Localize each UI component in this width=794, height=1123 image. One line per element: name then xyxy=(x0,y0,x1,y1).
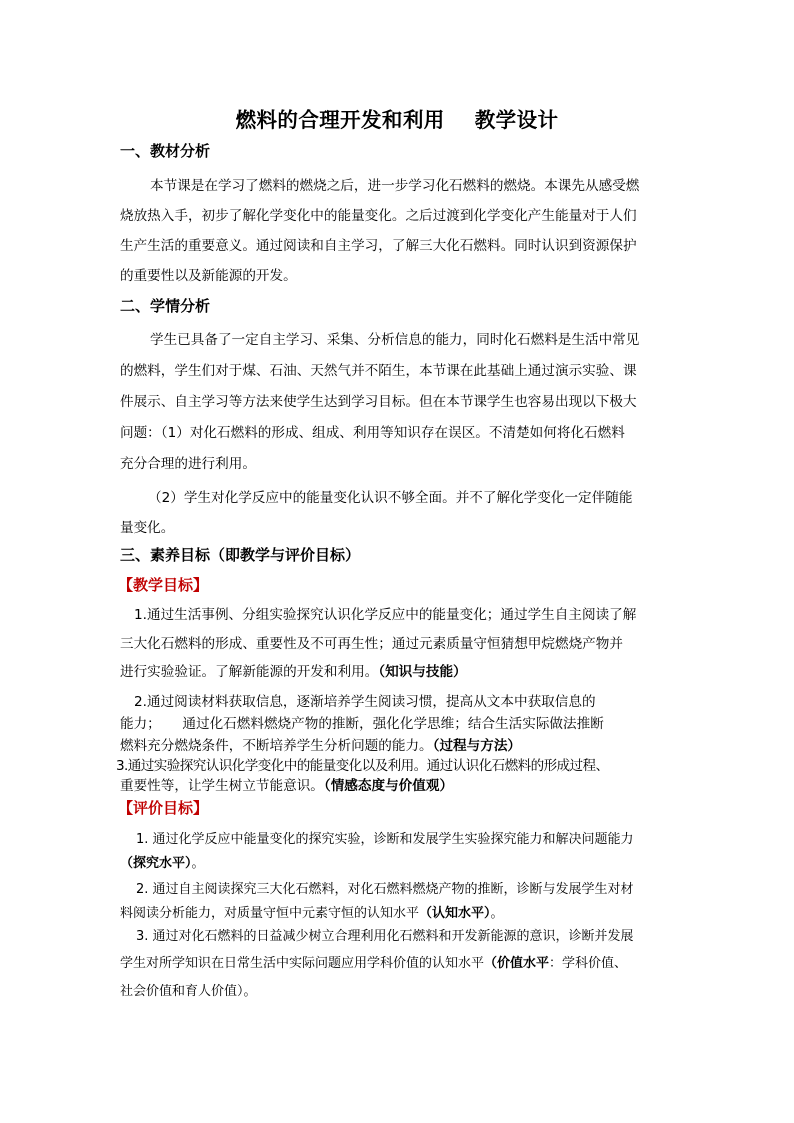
eval-tag-cognition: （认知水平） xyxy=(419,906,491,921)
eval-line xyxy=(120,854,205,874)
goal-line: 三大化石燃料的形成、重要性及不可再生性；通过元素质量守恒猜想甲烷燃烧产物并 xyxy=(120,636,623,652)
goal-line xyxy=(120,662,467,682)
eval-line: 2. 通过自主阅读探究三大化石燃料，对化石燃料燃烧产物的推断，诊断与发展学生对材 xyxy=(136,882,634,897)
paragraph-line: 的重要性以及新能源的开发。 xyxy=(120,268,297,284)
section-heading-textbook-analysis: 一、教材分析 xyxy=(120,142,211,160)
page-title: 燃料的合理开发和利用 教学设计 xyxy=(235,108,559,132)
teaching-goals-label: 【教学目标】 xyxy=(118,576,209,594)
evaluation-goals-label: 【评价目标】 xyxy=(118,799,209,817)
paragraph-line: 量变化。 xyxy=(120,520,175,536)
section-heading-student-analysis: 二、学情分析 xyxy=(120,297,211,315)
goal-line: 1.通过生活事例、分组实验探究认识化学反应中的能量变化；通过学生自主阅读了解 xyxy=(134,607,637,623)
goal-line: 能力； 通过化石燃料燃烧产物的推断，强化化学思维；结合生活实际做法推断 xyxy=(120,716,604,732)
paragraph-line: 学生已具备了一定自主学习、采集、分析信息的能力，同时化石燃料是生活中常见 xyxy=(150,332,640,348)
eval-line: 1. 通过化学反应中能量变化的探究实验，诊断和发展学生实验探究能力和解决问题能力 xyxy=(136,832,634,847)
goal-line xyxy=(120,736,521,756)
eval-text: 。 xyxy=(490,906,504,921)
eval-line xyxy=(120,904,504,924)
goal-line xyxy=(120,776,453,796)
paragraph-line: 生产生活的重要意义。通过阅读和自主学习，了解三大化石燃料。同时认识到资源保护 xyxy=(120,238,637,254)
eval-line: 社会价值和育人价值）。 xyxy=(120,984,257,999)
goal-tag-process: （过程与方法） xyxy=(432,738,522,754)
eval-tag-value: （价值水平 xyxy=(484,956,550,971)
paragraph-line: 件展示、自主学习等方法来使学生达到学习目标。但在本节课学生也容易出现以下极大 xyxy=(120,394,637,410)
goal-line: 2.通过阅读材料获取信息，逐渐培养学生阅读习惯，提高从文本中获取信息的 xyxy=(134,694,596,710)
paragraph-line: 问题：（1）对化石燃料的形成、组成、利用等知识存在误区。不清楚如何将化石燃料 xyxy=(120,425,625,441)
eval-text: ：学科价值、 xyxy=(549,956,628,971)
eval-line: 3. 通过对化石燃料的日益减少树立合理利用化石燃料和开发新能源的意识，诊断并发展 xyxy=(136,929,634,944)
goal-text: 进行实验验证。了解新能源的开发和利用。 xyxy=(120,664,379,680)
eval-line xyxy=(120,954,627,974)
paragraph-line: （2）学生对化学反应中的能量变化认识不够全面。并不了解化学变化一定伴随能 xyxy=(148,490,633,506)
paragraph-line: 烧放热入手，初步了解化学变化中的能量变化。之后过渡到化学变化产生能量对于人们 xyxy=(120,208,637,224)
paragraph-line: 充分合理的进行利用。 xyxy=(120,456,256,472)
section-heading-goals: 三、素养目标（即教学与评价目标） xyxy=(120,546,361,564)
eval-text: 料阅读分析能力，对质量守恒中元素守恒的认知水平 xyxy=(120,906,420,921)
goal-text: 重要性等，让学生树立节能意识。 xyxy=(120,778,324,794)
goal-tag-knowledge: （知识与技能） xyxy=(378,664,467,680)
paragraph-line: 的燃料，学生们对于煤、石油、天然气并不陌生，本节课在此基础上通过演示实验、课 xyxy=(120,363,637,379)
paragraph-line: 本节课是在学习了燃料的燃烧之后，进一步学习化石燃料的燃烧。本课先从感受燃 xyxy=(150,178,640,194)
eval-text: 。 xyxy=(191,856,205,871)
eval-tag-inquiry: （探究水平） xyxy=(120,856,192,871)
goal-text: 燃料充分燃烧条件，不断培养学生分析问题的能力。 xyxy=(120,738,433,754)
goal-tag-values: （情感态度与价值观） xyxy=(323,778,454,794)
goal-line: 3.通过实验探究认识化学变化中的能量变化以及利用。通过认识化石燃料的形成过程、 xyxy=(116,758,609,774)
eval-text: 学生对所学知识在日常生活中实际问题应用学科价值的认知水平 xyxy=(120,956,485,971)
